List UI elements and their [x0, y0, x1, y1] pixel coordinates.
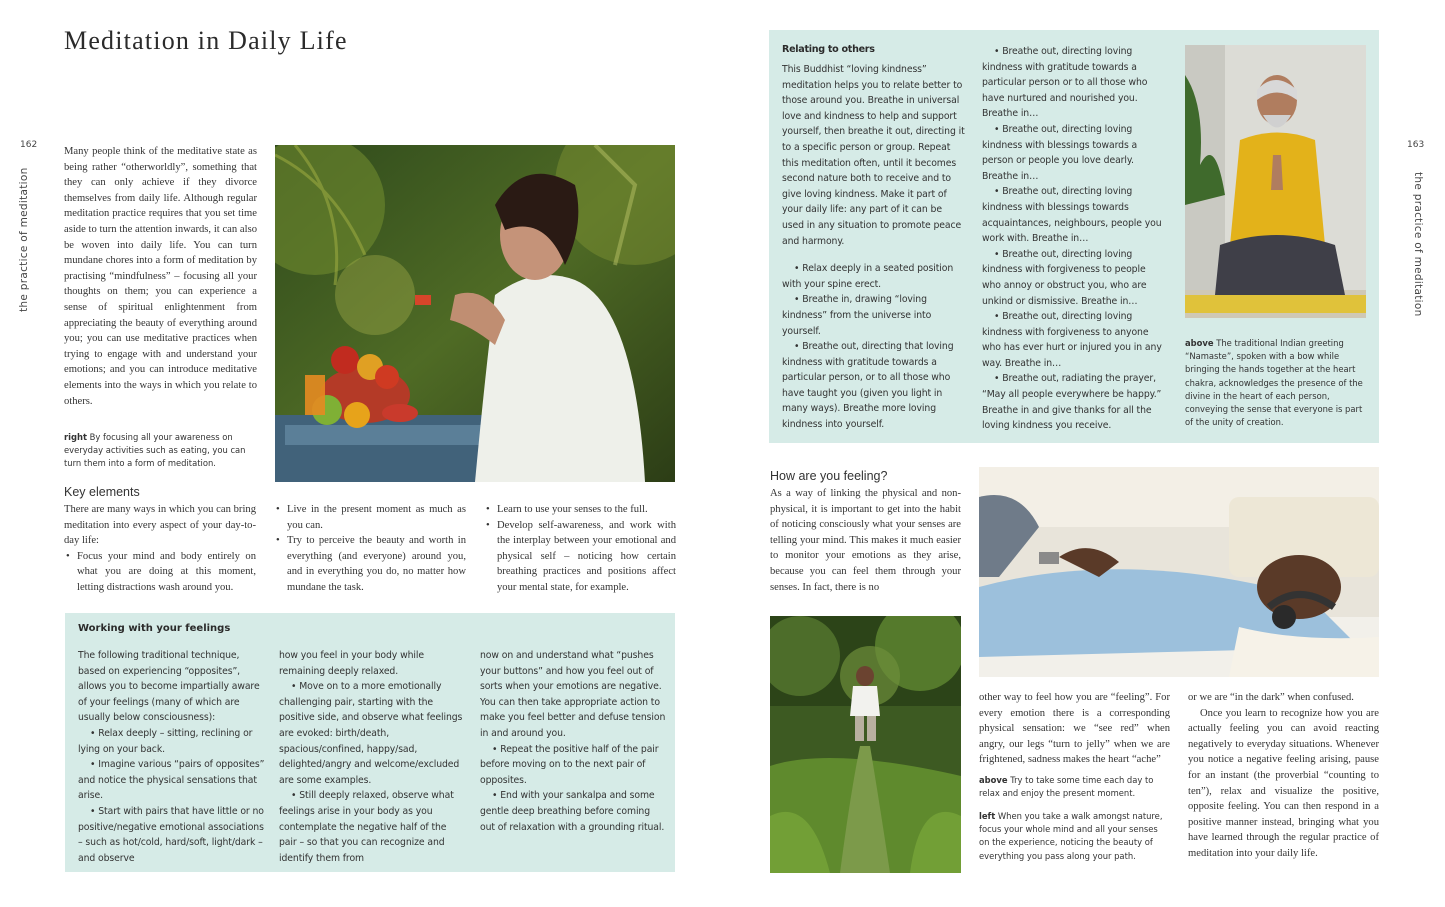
list-item: • End with your sankalpa and some gentle deep breathing before coming out of relaxation with a grounding ritual. — [480, 788, 667, 835]
feelings-col3: now on and understand what “pushes your buttons” and how you feel out of sorts when your emotions are negative. You can then take appropriate action to make you feel better and defuse tension in and around you. • Repeat the positive half of the pair before moving on to the next pair of opposites. • End with your sankalpa and some gentle deep breathing before coming out of relaxation with a grounding ritual. — [480, 648, 667, 835]
list-item: • Breathe out, directing loving kindness with blessings towards a person or people you love dearly. Breathe in… — [982, 122, 1165, 184]
list-item: • Learn to use your senses to the full. — [484, 502, 676, 518]
caption-right: right By focusing all your awareness on everyday activities such as eating, you can turn them into a form of meditation. — [64, 432, 246, 469]
left-page-number: 162 — [20, 140, 38, 150]
list-item: • Develop self-awareness, and work with the interplay between your emotional and physical self – noticing how certain breathing practices and positions affect your mental state, for example. — [484, 518, 676, 596]
feelings-col2: how you feel in your body while remaining deeply relaxed. • Move on to a more emotionally challenging pair, starting with the positive side, and observe what feelings are evoked: birth/death, spacious/confined, happy/sad, delighted/angry and welcome/excluded are some examples. • Still deeply relaxed, observe what feelings arise in your body as you contemplate the negative half of the pair – so that you can recognize and identify them from — [279, 648, 466, 866]
list-item: • Breathe out, radiating the prayer, “May all people everywhere be happy.” Breathe in and give thanks for all the loving kindness you receive. — [982, 371, 1165, 433]
list-item: • Breathe out, directing loving kindness with gratitude towards a particular person or to all those who have nurtured and nourished you. Breathe in… — [982, 44, 1165, 122]
caption-relaxing: above Try to take some time each day to relax and enjoy the present moment. — [979, 775, 1154, 799]
list-item: • Repeat the positive half of the pair before moving on to the next pair of opposites. — [480, 742, 667, 789]
feelings-box — [65, 613, 675, 872]
list-item: • Move on to a more emotionally challenging pair, starting with the positive side, and observe what feelings are evoked: birth/death, spacious/confined, happy/sad, delighted/angry and welcome/excluded are some examples. — [279, 679, 466, 788]
photo-man-relaxing — [979, 467, 1379, 677]
how-feeling-para1-cont: other way to feel how you are “feeling”. For every emotion there is a corresponding physical sensation: we “see red” when angry, our legs “turn to jelly” when we are frightened, sadness makes the heart “ache” — [979, 692, 1170, 766]
photo-woman-eating — [275, 145, 675, 482]
list-item: • Breathe out, directing loving kindness with forgiveness to people who annoy or obstruct you, who are unkind or dismissive. Breathe in… — [982, 247, 1165, 309]
how-feeling-heading: How are you feeling? — [770, 469, 888, 483]
key-elements-list-1: • Focus your mind and body entirely on what you are doing at this moment, letting distractions wash around you. — [64, 549, 256, 596]
key-elements-col3 — [484, 502, 676, 596]
relating-heading: Relating to others — [782, 44, 875, 55]
list-item: • Breathe out, directing loving kindness with blessings towards acquaintances, neighbours, people you work with. Breathe in… — [982, 184, 1165, 246]
photo-walk-in-nature — [770, 616, 961, 873]
feelings-col1: The following traditional technique, based on experiencing “opposites”, allows you to become impartially aware of your feelings (many of which are usually below consciousness): • Relax deeply – sitting, reclining or lying on your back. • Imagine various “pairs of opposites” and notice the physical sensations that arise. • Start with pairs that have little or no positive/negative emotional associations – such as hot/cold, hard/soft, light/dark – and observe — [78, 648, 265, 866]
intro-paragraph: Many people think of the meditative state as being rather “otherworldly”, something that they can only achieve if they divorce themselves from daily life. Although regular meditation practice requires that you set time aside to turn the attention inwards, it can also be woven into daily life. You can turn mundane chores into a form of meditation by practising “mindfulness” – focusing all your thoughts on them; you can experience a sense of spiritual enlightenment from appreciating the beauty of everything around you; you can use meditative practices when trying to engage with and understand your emotions; and you can introduce meditative elements into the ways in which you relate to others. — [64, 146, 257, 407]
relating-col2 — [982, 44, 1165, 434]
feelings-heading: Working with your feelings — [78, 623, 231, 634]
key-elements-heading: Key elements — [64, 485, 140, 499]
right-running-head: the practice of meditation — [1412, 172, 1424, 317]
how-feeling-para1: As a way of linking the physical and non-physical, it is important to get into the habit of noticing consciously what your senses are telling your mind. This makes it much easier to monitor your emotions as they arise, because you can feel them through your senses. In fact, there is no — [770, 488, 961, 593]
relating-col1: This Buddhist “loving kindness” meditation helps you to relate better to those around you. Breathe in universal love and kindness to help and support yourself, then breathe it out, directing it to a specific person or group. Repeat this meditation often, until it becomes second nature both to receive and to give loving kindness. Make it part of your daily life: any part of it can be used in any situation to promote peace and harmony. • Relax deeply in a seated position with your spine erect. • Breathe in, drawing “loving kindness” from the universe into yourself. • Breathe out, directing that loving kindness with gratitude towards a particular person, or to all those who have taught you (given you light in many ways). Breathe more loving kindness into yourself. — [782, 62, 965, 433]
list-item: • Still deeply relaxed, observe what feelings arise in your body as you contemplate the negative half of the pair – so that you can recognize and identify them from — [279, 788, 466, 866]
list-item: • Breathe out, directing loving kindness with forgiveness to anyone who has ever hurt or injured you in any way. Breathe in… — [982, 309, 1165, 371]
list-item: • Live in the present moment as much as you can. — [274, 502, 466, 533]
caption-namaste: above The traditional Indian greeting “Namaste”, spoken with a bow while bringing the hands together at the heart chakra, acknowledges the presence of the divine in the heart of each person, conveying the sense that everyone is part of the unity of creation. — [1185, 338, 1363, 428]
left-running-head: the practice of meditation — [18, 167, 30, 312]
caption-walk: left When you take a walk amongst nature, focus your whole mind and all your senses on the experience, noticing the beauty of everything you pass along your path. — [979, 811, 1163, 861]
key-elements-col1: There are many ways in which you can bring meditation into every aspect of your day-to-day life: • Focus your mind and body entirely on what you are doing at this moment, letting distractions wash around you. — [64, 502, 256, 596]
how-feeling-para2: or we are “in the dark” when confused. Once you learn to recognize how you are actually feeling you can avoid reacting negatively to everyday situations. Whenever you notice a negative feeling arising, pause for an instant (the proverbial “counting to ten”), relax and visualize the positive, opposite feeling. You can then respond in a positive manner instead, bringing what you have learned through the regular practice of meditation into your daily life. — [1188, 692, 1379, 859]
right-page-number: 163 — [1407, 140, 1425, 150]
key-elements-col2 — [274, 502, 466, 596]
list-item: • Imagine various “pairs of opposites” and notice the physical sensations that arise. — [78, 757, 265, 804]
list-item: • Relax deeply in a seated position with your spine erect. — [782, 261, 965, 292]
photo-man-namaste — [1185, 45, 1366, 318]
list-item: • Breathe in, drawing “loving kindness” from the universe into yourself. — [782, 292, 965, 339]
list-item: • Start with pairs that have little or no positive/negative emotional associations – such as hot/cold, hard/soft, light/dark – and observe — [78, 804, 265, 866]
relating-box — [769, 30, 1379, 443]
list-item: • Relax deeply – sitting, reclining or lying on your back. — [78, 726, 265, 757]
list-item: • Breathe out, directing that loving kindness with gratitude towards a particular person, or to all those who have taught you (given you light in many ways). Breathe more loving kindness into yourself. — [782, 339, 965, 433]
page-title: Meditation in Daily Life — [64, 26, 348, 55]
list-item: • Try to perceive the beauty and worth in everything (and everyone) around you, and in everything you do, no matter how mundane the task. — [274, 533, 466, 595]
